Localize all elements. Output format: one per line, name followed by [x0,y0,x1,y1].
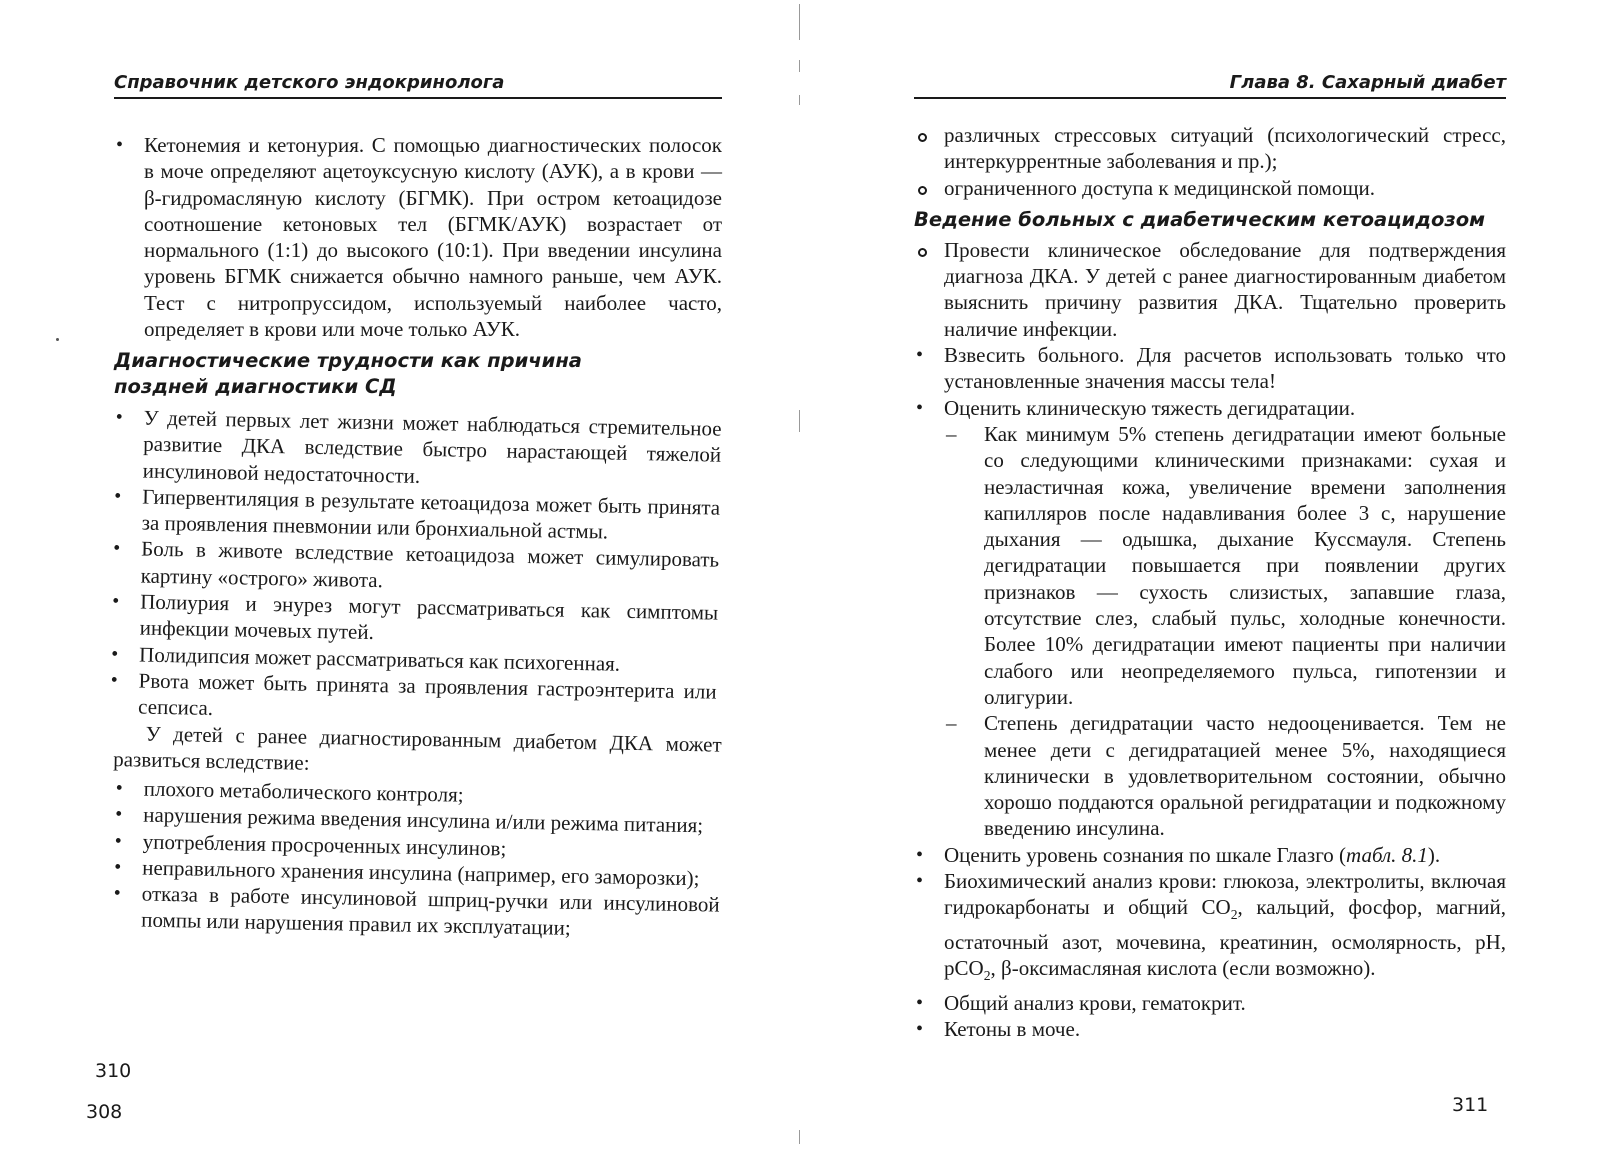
causes-list [111,775,722,944]
list-item: • У детей первых лет жизни может наблюдаться стремительное развитие ДКА вследствие быстро нарастающей тяжелой инсулиновой недостаточности. [112,404,721,495]
management-list-a [914,237,1506,342]
list-item: • Биохимический анализ крови: глюкоза, электролиты, включая гидрокарбонаты и общий $СО_2$, кальций, фосфор, магний, остаточный азот, мочевина, креатинин, осмолярность, рН, рСО$_2$, β-оксимасляная кислота (если возможно). [914,868,1506,990]
list-item: • Гипервентиляция в результате кетоацидоза может быть принята за проявления пневмонии или бронхиальной астмы. [111,483,720,547]
causes-continued-list [914,122,1506,201]
list-item: • неправильного хранения инсулина (например, его заморозки); [112,853,720,891]
list-item: – Как минимум 5% степень дегидратации имеют больные со следующими клиническими признаками: сухая и неэластичная кожа, увеличение времени заполнения капилляров после надавливания более 3 с, нарушение дыхания — одышка, дыхание Куссмауля. Степень дегидратации повышается при появлении других признаков — сухость слизистых, запавшие глаза, отсутствие слез, слабый пульс, холодные конечности. Более 10% дегидратации имеют пациенты при наличии слабого или неопределяемого пульса, гипотензии и олигурии. [944,421,1506,710]
list-item: • плохого метаболического контроля; [113,775,721,813]
scan-speck [56,338,59,341]
list-item: – Степень дегидратации часто недооценивается. Тем не менее дети с дегидратацией менее 5%, находящиеся клинически в удовлетворительном состоянии, обычно хорошо поддаются оральной регидратации и подкожному введению инсулина. [944,710,1506,841]
dehydration-sublist [944,421,1506,842]
left-column [113,132,722,940]
subheading-diagnostic-difficulties: Диагностические трудности как причина поздней диагностики СД [114,349,582,399]
list-item: • употребления просроченных инсулинов; [112,827,720,865]
list-item: различных стрессовых ситуаций (психологический стресс, интеркуррентные заболевания и пр.); [914,122,1506,175]
page-number-top: 310 [95,1060,132,1082]
table-reference: табл. 8.1 [1346,842,1428,867]
page-number-bottom: 308 [86,1101,123,1123]
book-gutter [795,0,805,1169]
page-number: 311 [1452,1094,1489,1116]
difficulties-list [108,404,722,731]
right-column [914,122,1506,1042]
running-header-right: Глава 8. Сахарный диабет [914,72,1506,99]
subheading-dka-management: Ведение больных с диабетическим кетоацидозом [914,207,1486,231]
left-page [0,0,790,1169]
list-item: • Взвесить больного. Для расчетов использовать только что установленные значения массы тела! [914,342,1506,395]
list-item: • Рвота может быть принята за проявления гастроэнтерита или сепсиса. [108,667,717,731]
list-item: Провести клиническое обследование для подтверждения диагноза ДКА. У детей с ранее диагностированным диабетом выяснить причину развития ДКА. Тщательно проверить наличие инфекции. [914,237,1506,342]
list-item: • Полиурия и энурез могут рассматриваться как симптомы инфекции мочевых путей. [109,588,718,652]
paragraph: У детей с ранее диагностированным диабетом ДКА может развиться вследствие: [113,721,722,775]
list-item: ограниченного доступа к медицинской помощи. [914,175,1506,201]
list-item: • Полидипсия может рассматриваться как психогенная. [109,641,717,679]
right-page [810,0,1600,1169]
list-item: • отказа в работе инсулиновой шприц-ручки или инсулиновой помпы или нарушения правил их эксплуатации; [111,880,720,944]
management-list-c [914,842,1506,1042]
list-item: • Оценить уровень сознания по шкале Глазго (табл. 8.1). [914,842,1506,868]
list-item: • нарушения режима введения инсулина и/или режима питания; [113,801,721,839]
list-item: • Кетонемия и кетонурия. С помощью диагностических полосок в моче определяют ацетоуксусную кислоту (АУК), а в крови — β-гидромасляную кислоту (БГМК). При остром кетоацидозе соотношение кетоновых тел (БГМК/АУК) возрастает от нормального (1:1) до высокого (10:1). При введении инсулина уровень БГМК снижается обычно намного раньше, чем АУК. Тест с нитропруссидом, используемый наиболее часто, определяет в крови или моче только АУК. [114,132,722,342]
running-header-left: Справочник детского эндокринолога [114,72,722,99]
list-item: • Кетоны в моче. [914,1016,1506,1042]
management-list-b [914,342,1506,421]
list-item: • Оценить клиническую тяжесть дегидратации. [914,395,1506,421]
list-item: • Общий анализ крови, гематокрит. [914,990,1506,1016]
list-item: • Боль в животе вследствие кетоацидоза может симулировать картину «острого» живота. [110,536,719,600]
